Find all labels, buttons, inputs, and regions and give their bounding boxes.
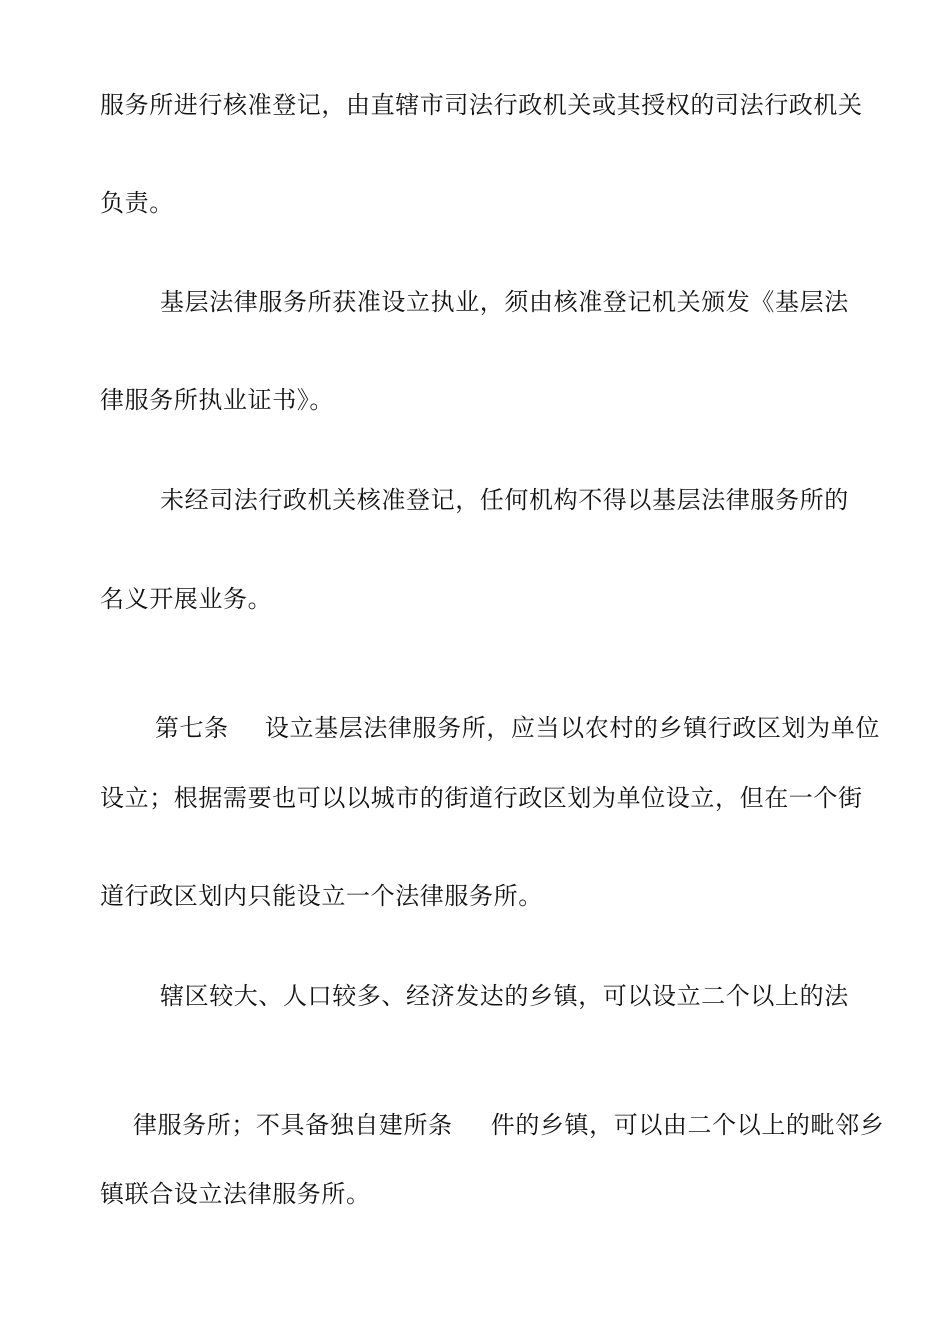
paragraph-line: 辖区较大、人口较多、经济发达的乡镇，可以设立二个以上的法 <box>160 982 849 1010</box>
paragraph-line: 道行政区划内只能设立一个法律服务所。 <box>100 882 543 910</box>
paragraph-line: 镇联合设立法律服务所。 <box>100 1180 371 1208</box>
paragraph-line: 未经司法行政机关核准登记，任何机构不得以基层法律服务所的 <box>160 486 849 514</box>
article-number: 第七条 <box>154 714 229 742</box>
paragraph-line: 名义开展业务。 <box>100 585 273 613</box>
paragraph-line: 基层法律服务所获准设立执业，须由核准登记机关颁发《基层法 <box>160 288 849 316</box>
paragraph-line <box>100 1080 884 1170</box>
paragraph-line: 律服务所执业证书》。 <box>100 386 334 414</box>
article-seven-first-line <box>122 683 880 773</box>
line-fragment: 律服务所；不具备独自建所条 <box>132 1111 453 1139</box>
paragraph-line: 设立；根据需要也可以以城市的街道行政区划为单位设立，但在一个街 <box>100 784 863 812</box>
article-text: 设立基层法律服务所，应当以农村的乡镇行政区划为单位 <box>264 714 880 742</box>
line-fragment: 件的乡镇，可以由二个以上的毗邻乡 <box>490 1111 885 1139</box>
paragraph-line: 负责。 <box>100 189 174 217</box>
paragraph-line: 服务所进行核准登记，由直辖市司法行政机关或其授权的司法行政机关 <box>100 91 863 119</box>
